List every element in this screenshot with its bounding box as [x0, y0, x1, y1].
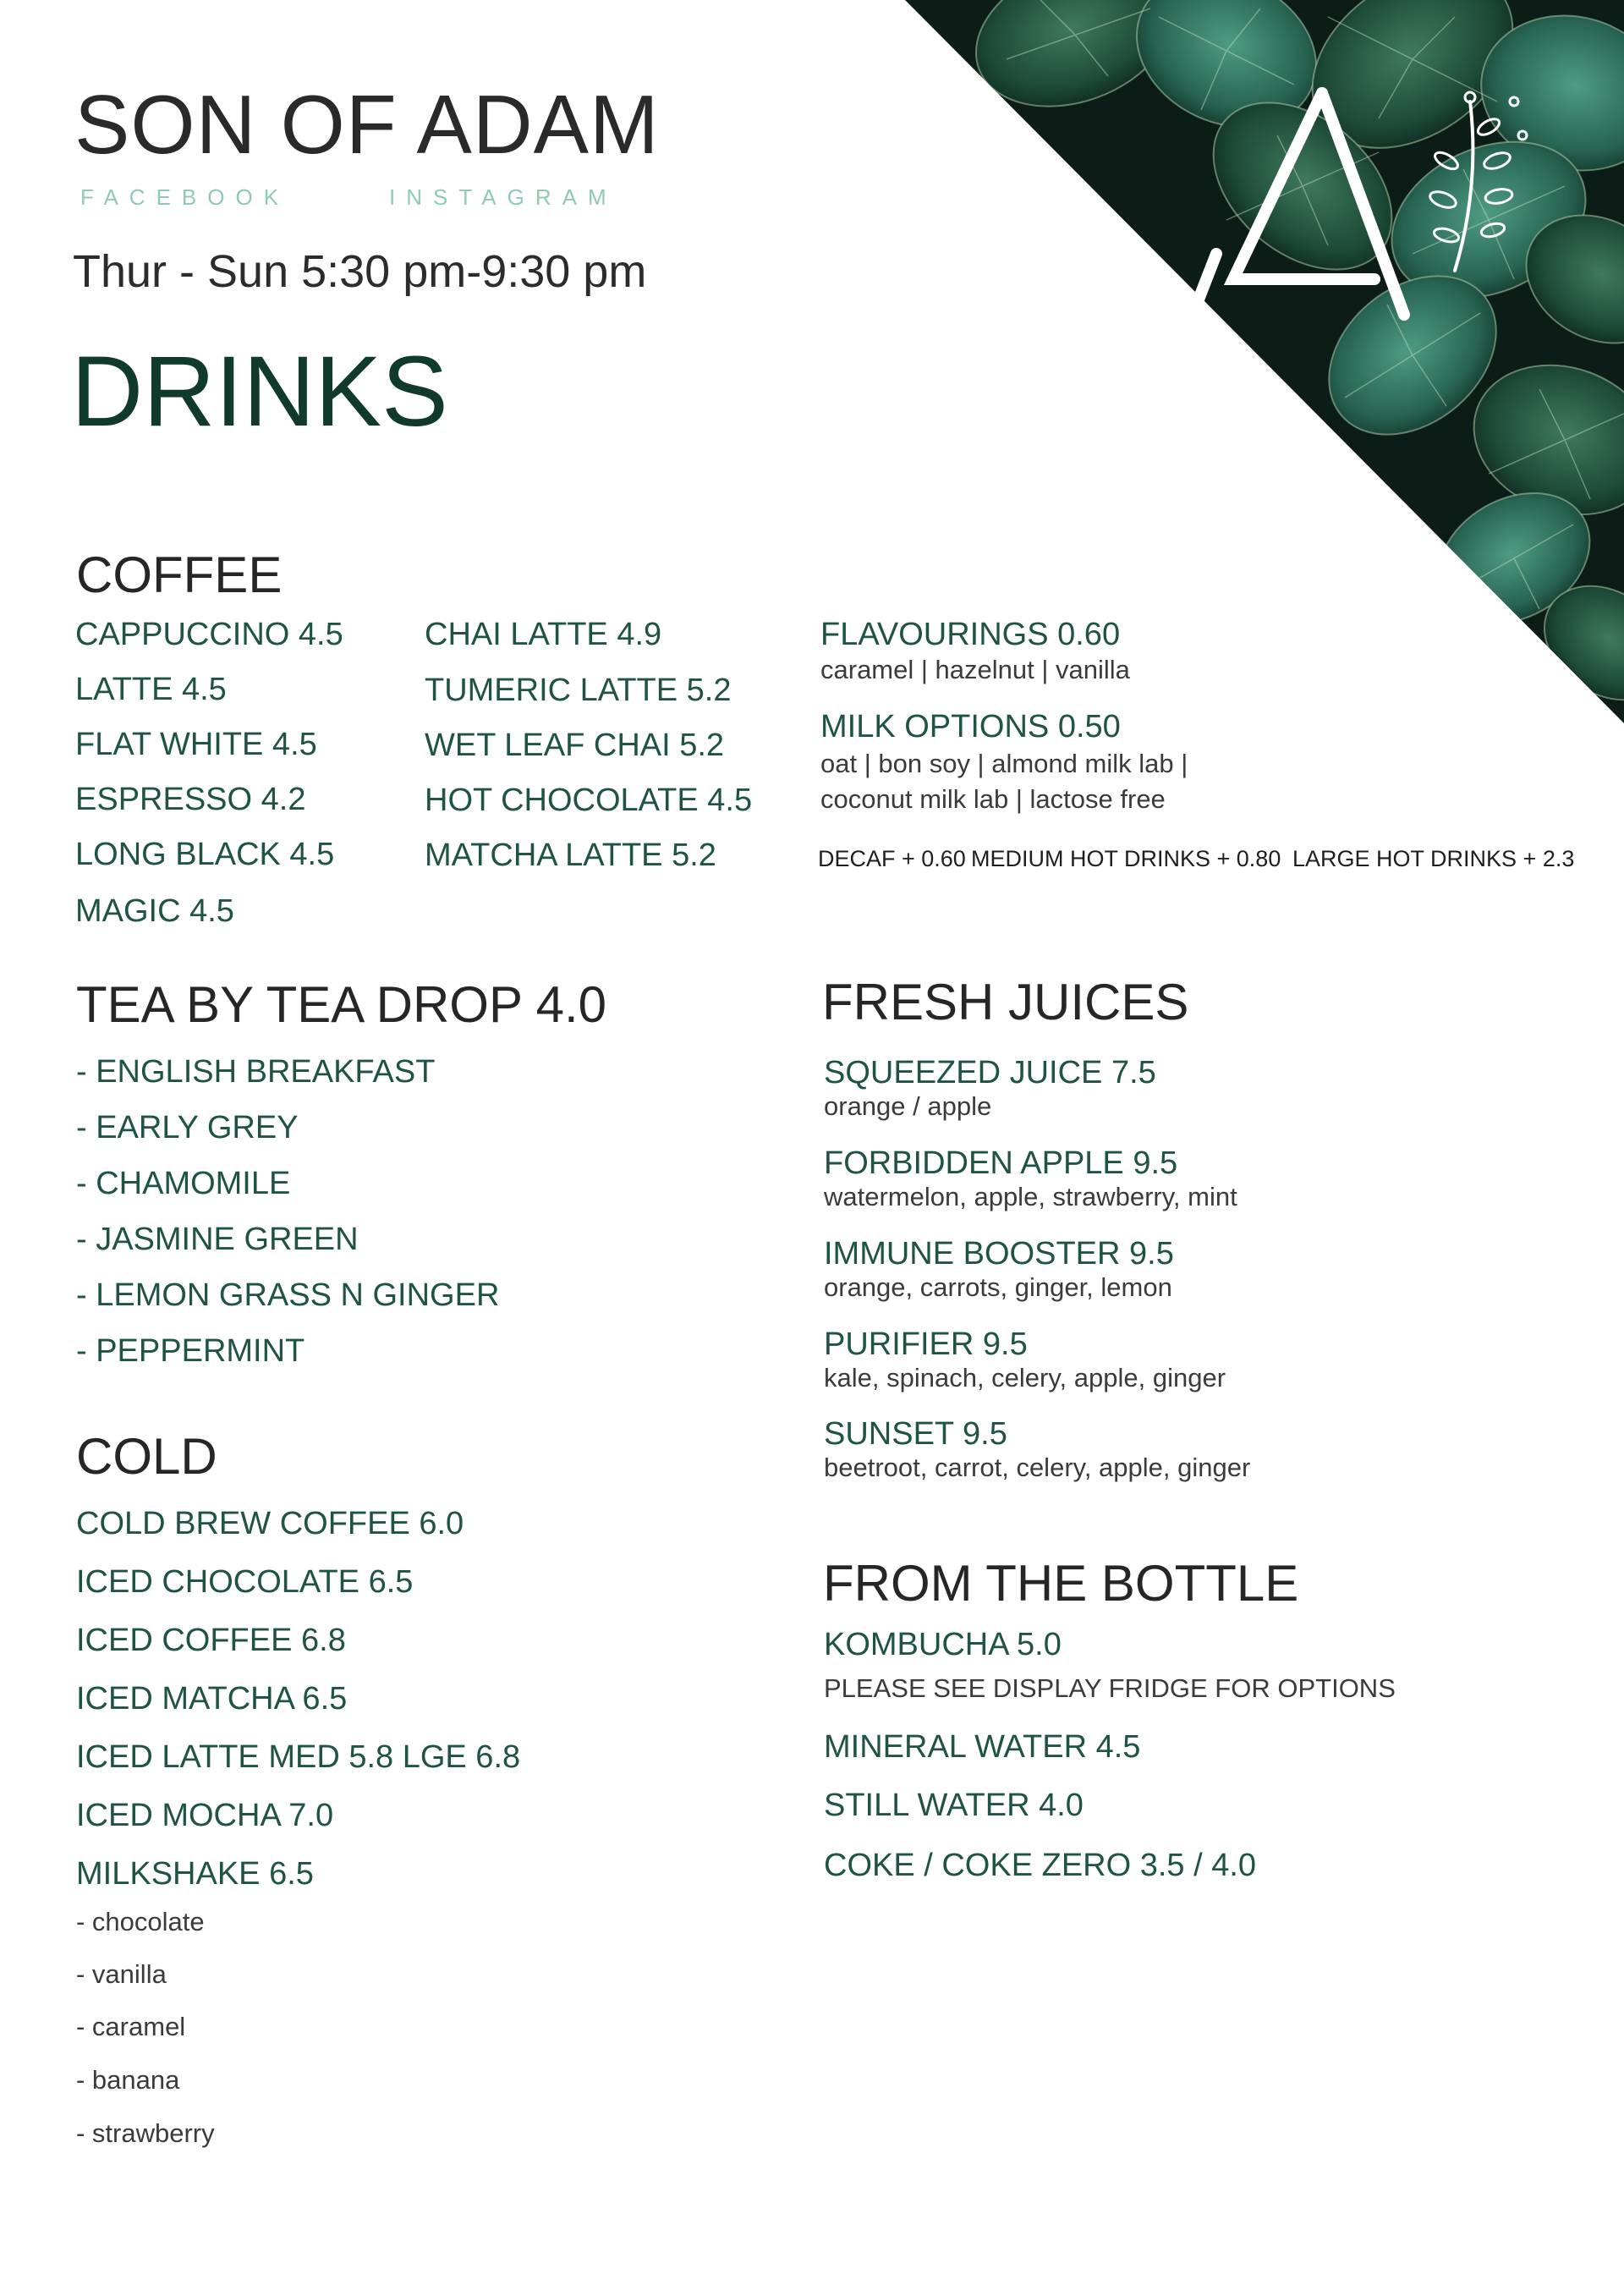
- brand-logo-text: SON OF ADAM: [74, 78, 660, 171]
- menu-item: LATTE 4.5: [75, 672, 227, 707]
- kombucha-item: KOMBUCHA 5.0: [824, 1627, 1062, 1662]
- juice-desc: kale, spinach, celery, apple, ginger: [824, 1363, 1226, 1392]
- opening-hours: Thur - Sun 5:30 pm-9:30 pm: [73, 246, 647, 297]
- juice-desc: beetroot, carrot, celery, apple, ginger: [824, 1453, 1251, 1482]
- tea-section-title: TEA BY TEA DROP 4.0: [76, 976, 606, 1033]
- milk-options-desc: coconut milk lab | lactose free: [820, 784, 1166, 814]
- juice-item: IMMUNE BOOSTER 9.5: [824, 1236, 1174, 1272]
- flavourings-item: FLAVOURINGS 0.60: [820, 617, 1121, 652]
- list-item: - PEPPERMINT: [76, 1333, 305, 1369]
- menu-item: FLAT WHITE 4.5: [75, 727, 317, 762]
- menu-item: ICED LATTE MED 5.8 LGE 6.8: [76, 1739, 521, 1775]
- flavourings-desc: caramel | hazelnut | vanilla: [820, 655, 1130, 684]
- leaf-pattern-corner-icon: [905, 0, 1624, 723]
- menu-item: TUMERIC LATTE 5.2: [425, 673, 732, 708]
- page-title: DRINKS: [71, 336, 448, 448]
- menu-item: COLD BREW COFFEE 6.0: [76, 1506, 464, 1541]
- milk-options-desc: oat | bon soy | almond milk lab |: [820, 749, 1188, 778]
- instagram-link[interactable]: INSTAGRAM: [389, 184, 617, 210]
- list-item: - banana: [76, 2065, 180, 2095]
- menu-item: ICED MATCHA 6.5: [76, 1681, 348, 1717]
- juice-item: PURIFIER 9.5: [824, 1327, 1028, 1362]
- milkshake-item: MILKSHAKE 6.5: [76, 1856, 314, 1892]
- menu-item: CAPPUCCINO 4.5: [75, 617, 343, 652]
- menu-item: COKE / COKE ZERO 3.5 / 4.0: [824, 1848, 1257, 1883]
- menu-item: ICED CHOCOLATE 6.5: [76, 1564, 414, 1600]
- menu-item: WET LEAF CHAI 5.2: [425, 728, 725, 763]
- cold-section-title: COLD: [76, 1428, 217, 1485]
- menu-item: ICED MOCHA 7.0: [76, 1798, 334, 1833]
- juice-item: SUNSET 9.5: [824, 1416, 1007, 1452]
- coffee-section-title: COFFEE: [76, 547, 283, 603]
- medium-drinks-extra: MEDIUM HOT DRINKS + 0.80: [971, 846, 1281, 871]
- list-item: - LEMON GRASS N GINGER: [76, 1277, 500, 1313]
- list-item: - EARLY GREY: [76, 1110, 299, 1145]
- bottle-section-title: FROM THE BOTTLE: [823, 1555, 1299, 1612]
- juice-desc: watermelon, apple, strawberry, mint: [824, 1182, 1237, 1211]
- list-item: - strawberry: [76, 2118, 215, 2148]
- list-item: - JASMINE GREEN: [76, 1222, 359, 1257]
- menu-item: ICED COFFEE 6.8: [76, 1623, 346, 1658]
- leaf-corner-graphic: [905, 0, 1624, 723]
- large-drinks-extra: LARGE HOT DRINKS + 2.3: [1292, 846, 1575, 871]
- menu-item: HOT CHOCOLATE 4.5: [425, 783, 753, 818]
- juice-desc: orange / apple: [824, 1091, 992, 1121]
- list-item: - ENGLISH BREAKFAST: [76, 1054, 436, 1090]
- juices-section-title: FRESH JUICES: [822, 974, 1189, 1030]
- menu-item: MATCHA LATTE 5.2: [425, 838, 716, 873]
- list-item: - vanilla: [76, 1959, 167, 1989]
- decaf-extra: DECAF + 0.60: [818, 846, 966, 871]
- juice-item: FORBIDDEN APPLE 9.5: [824, 1145, 1178, 1181]
- juice-item: SQUEEZED JUICE 7.5: [824, 1055, 1156, 1090]
- menu-item: MINERAL WATER 4.5: [824, 1729, 1141, 1765]
- menu-item: STILL WATER 4.0: [824, 1788, 1084, 1823]
- menu-item: CHAI LATTE 4.9: [425, 617, 662, 652]
- milk-options-item: MILK OPTIONS 0.50: [820, 709, 1121, 744]
- list-item: - caramel: [76, 2012, 186, 2041]
- menu-item: ESPRESSO 4.2: [75, 782, 306, 817]
- list-item: - CHAMOMILE: [76, 1166, 291, 1201]
- juice-desc: orange, carrots, ginger, lemon: [824, 1272, 1172, 1302]
- list-item: - chocolate: [76, 1907, 205, 1936]
- facebook-link[interactable]: FACEBOOK: [80, 184, 290, 210]
- kombucha-note: PLEASE SEE DISPLAY FRIDGE FOR OPTIONS: [824, 1673, 1396, 1703]
- menu-item: LONG BLACK 4.5: [75, 837, 335, 872]
- menu-item: MAGIC 4.5: [75, 893, 234, 929]
